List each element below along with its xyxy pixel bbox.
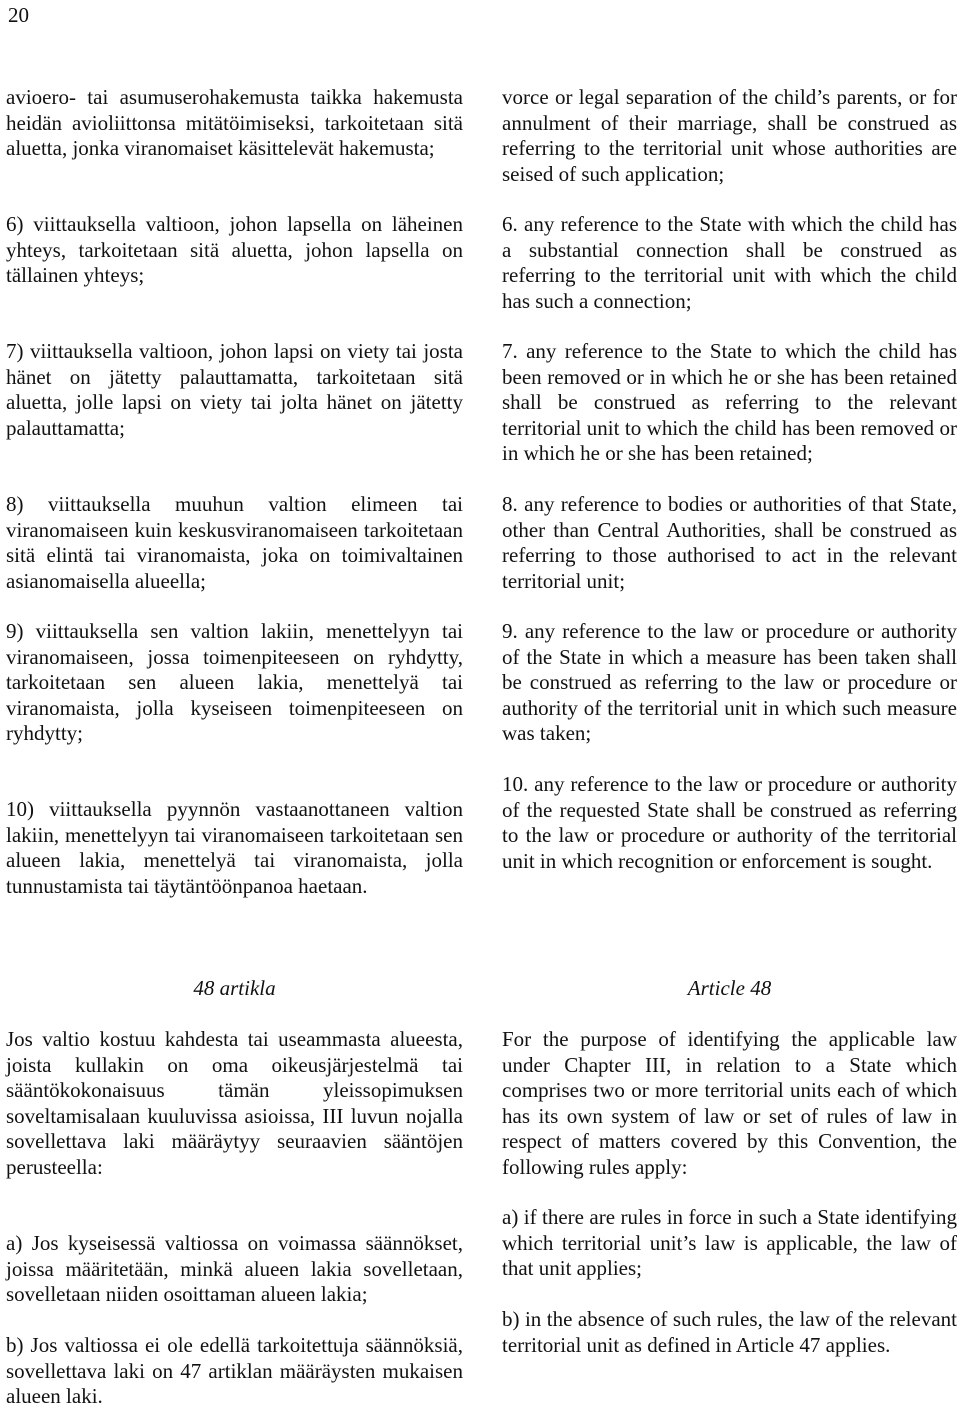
fi-article-intro: Jos valtio kostuu kahdesta tai useammasta alueesta, joista kullakin on oma oikeusjärjestelmä tai sääntökokonaisuus tämän yleissopimuksen soveltamisalaan kuuluvissa asioissa, III luvun nojalla sovellettava laki määräytyy seuraavien sääntöjen perusteella:: [6, 1027, 463, 1179]
fi-paragraph-10: 10) viittauksella pyynnön vastaanottaneen valtion lakiin, menettelyyn tai viranomaiseen tarkoitetaan sen alueen lakia, menettelyä tai viranomaista, jolla tunnustamista tai täytäntöönpanoa haetaan.: [6, 797, 463, 898]
en-paragraph-intro: vorce or legal separation of the child’s parents, or for annulment of their marriage, shall be construed as referring to the territorial unit whose authorities are seised of such application;: [502, 85, 957, 186]
en-paragraph-7: 7. any reference to the State to which the child has been removed or in which he or she has been retained shall be construed as referring to the relevant territorial unit to which the child has been removed or in which he or she has been retained;: [502, 339, 957, 465]
en-article-rule-b: b) in the absence of such rules, the law of the relevant territorial unit as defined in Article 47 applies.: [502, 1307, 957, 1357]
en-article-heading: Article 48: [687, 976, 772, 1000]
en-article-intro: For the purpose of identifying the applicable law under Chapter III, in relation to a State which comprises two or more territorial units each of which has its own system of law or set of rules of law in respect of matters covered by this Convention, the following rules apply:: [502, 1027, 957, 1179]
fi-article-rule-a: a) Jos kyseisessä valtiossa on voimassa säännökset, joissa määritetään, minkä alueen lakia sovelletaan, sovelletaan niiden osoittaman alueen lakia;: [6, 1231, 463, 1306]
en-paragraph-9: 9. any reference to the law or procedure or authority of the State in which a measure has been taken shall be construed as referring to the law or procedure or authority of the territorial unit in which such measure was taken;: [502, 619, 957, 745]
en-paragraph-8: 8. any reference to bodies or authorities of that State, other than Central Authorities, shall be construed as referring to those authorised to act in the relevant territorial unit;: [502, 492, 957, 593]
fi-article-heading: 48 artikla: [193, 976, 276, 1000]
fi-paragraph-6: 6) viittauksella valtioon, johon lapsella on läheinen yhteys, tarkoitetaan sitä aluetta, johon lapsella on tällainen yhteys;: [6, 212, 463, 287]
fi-paragraph-8: 8) viittauksella muuhun valtion elimeen tai viranomaiseen kuin keskusviranomaiseen tarkoitetaan sitä elintä tai viranomaista, joka on toimivaltainen asianomaisella alueella;: [6, 492, 463, 593]
fi-paragraph-intro: avioero- tai asumuserohakemusta taikka hakemusta heidän avioliittonsa mitätöimiseksi, tarkoitetaan sitä aluetta, jonka viranomaiset käsittelevät hakemusta;: [6, 85, 463, 160]
fi-paragraph-9: 9) viittauksella sen valtion lakiin, menettelyyn tai viranomaiseen, jossa toimenpiteeseen on ryhdytty, tarkoitetaan sen alueen lakia, menettelyä tai viranomaista, jolla kyseiseen toimenpiteeseen on ryhdytty;: [6, 619, 463, 745]
fi-paragraph-7: 7) viittauksella valtioon, johon lapsi on viety tai josta hänet on jätetty palauttamatta, tarkoitetaan sitä aluetta, jolle lapsi on viety tai jolta hänet on jätetty palauttamatta;: [6, 339, 463, 440]
en-article-rule-a: a) if there are rules in force in such a State identifying which territorial unit’s law is applicable, the law of that unit applies;: [502, 1205, 957, 1280]
en-paragraph-6: 6. any reference to the State with which the child has a substantial connection shall be construed as referring to the territorial unit with which the child has such a connection;: [502, 212, 957, 313]
fi-article-rule-b: b) Jos valtiossa ei ole edellä tarkoitettuja säännöksiä, sovellettava laki on 47 artiklan määräysten mukaisen alueen laki.: [6, 1333, 463, 1408]
en-paragraph-10: 10. any reference to the law or procedure or authority of the requested State shall be construed as referring to the law or procedure or authority of the territorial unit in which recognition or enforcement is sought.: [502, 772, 957, 873]
page-number: 20: [8, 3, 29, 27]
